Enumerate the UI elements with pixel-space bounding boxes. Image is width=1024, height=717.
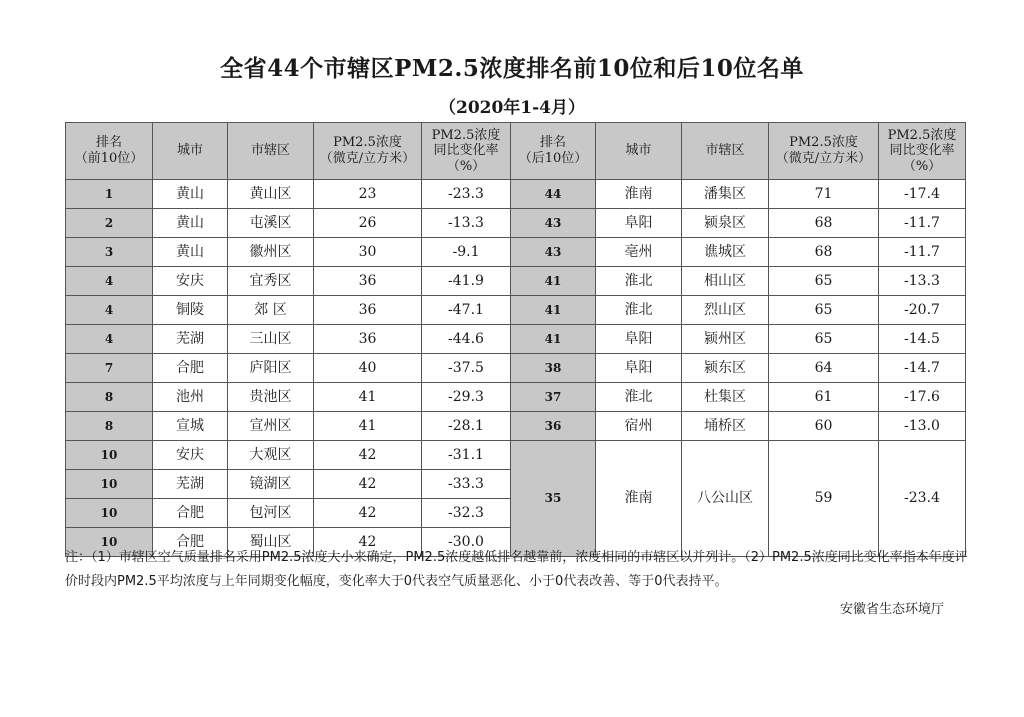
bottom10-district-cell: 烈山区: [682, 296, 769, 325]
top10-pm25-cell: 42: [314, 528, 422, 557]
bottom10-district-cell: 八公山区: [682, 441, 769, 557]
header-pm25: PM2.5浓度 （微克/立方米）: [314, 123, 422, 180]
bottom10-pm25-cell: 65: [769, 296, 879, 325]
bottom10-rank-cell: 36: [511, 412, 596, 441]
top10-rank-cell: 10: [66, 528, 153, 557]
bottom10-rank-cell: 43: [511, 209, 596, 238]
bottom10-pm25-cell: 61: [769, 383, 879, 412]
bottom10-district-cell: 谯城区: [682, 238, 769, 267]
table-row: [66, 296, 966, 325]
bottom10-city-cell: 淮北: [596, 267, 682, 296]
top10-change-cell: -32.3: [422, 499, 511, 528]
header-change-2: PM2.5浓度 同比变化率 （%）: [879, 123, 966, 180]
bottom10-city-cell: 淮北: [596, 296, 682, 325]
table-row: [66, 267, 966, 296]
top10-rank-cell: 7: [66, 354, 153, 383]
bottom10-change-cell: -14.5: [879, 325, 966, 354]
top10-city-cell: 黄山: [153, 209, 228, 238]
bottom10-district-cell: 相山区: [682, 267, 769, 296]
header-top-rank: 排名 （前10位）: [66, 123, 153, 180]
bottom10-rank-cell: 38: [511, 354, 596, 383]
table-body: [66, 180, 966, 557]
header-city: 城市: [153, 123, 228, 180]
header-district-2: 市辖区: [682, 123, 769, 180]
top10-pm25-cell: 26: [314, 209, 422, 238]
page-title: 全省44个市辖区PM2.5浓度排名前10位和后10位名单: [220, 55, 804, 82]
top10-change-cell: -33.3: [422, 470, 511, 499]
top10-pm25-cell: 30: [314, 238, 422, 267]
bottom10-change-cell: -23.4: [879, 441, 966, 557]
bottom10-change-cell: -13.3: [879, 267, 966, 296]
top10-city-cell: 黄山: [153, 180, 228, 209]
top10-change-cell: -28.1: [422, 412, 511, 441]
header-city-2: 城市: [596, 123, 682, 180]
top10-district-cell: 庐阳区: [228, 354, 314, 383]
table-row: [66, 412, 966, 441]
header-row: [66, 123, 966, 180]
bottom10-district-cell: 潘集区: [682, 180, 769, 209]
table-row: [66, 325, 966, 354]
bottom10-rank-cell: 41: [511, 325, 596, 354]
top10-rank-cell: 8: [66, 412, 153, 441]
top10-city-cell: 铜陵: [153, 296, 228, 325]
bottom10-change-cell: -13.0: [879, 412, 966, 441]
table-row: [66, 238, 966, 267]
top10-change-cell: -9.1: [422, 238, 511, 267]
table-row: [66, 180, 966, 209]
top10-change-cell: -44.6: [422, 325, 511, 354]
bottom10-change-cell: -11.7: [879, 209, 966, 238]
top10-pm25-cell: 36: [314, 325, 422, 354]
top10-change-cell: -47.1: [422, 296, 511, 325]
header-change: PM2.5浓度 同比变化率 （%）: [422, 123, 511, 180]
top10-city-cell: 黄山: [153, 238, 228, 267]
issuing-organization: 安徽省生态环境厅: [839, 602, 944, 617]
bottom10-city-cell: 亳州: [596, 238, 682, 267]
bottom10-change-cell: -17.6: [879, 383, 966, 412]
top10-pm25-cell: 41: [314, 412, 422, 441]
table-row: [66, 441, 966, 470]
top10-change-cell: -31.1: [422, 441, 511, 470]
top10-district-cell: 大观区: [228, 441, 314, 470]
bottom10-city-cell: 宿州: [596, 412, 682, 441]
top10-city-cell: 安庆: [153, 267, 228, 296]
top10-district-cell: 郊 区: [228, 296, 314, 325]
bottom10-change-cell: -14.7: [879, 354, 966, 383]
bottom10-pm25-cell: 64: [769, 354, 879, 383]
top10-pm25-cell: 36: [314, 296, 422, 325]
top10-rank-cell: 4: [66, 325, 153, 354]
bottom10-pm25-cell: 68: [769, 238, 879, 267]
ranking-table: [65, 122, 966, 557]
bottom10-city-cell: 阜阳: [596, 325, 682, 354]
top10-rank-cell: 3: [66, 238, 153, 267]
top10-rank-cell: 10: [66, 441, 153, 470]
top10-rank-cell: 10: [66, 499, 153, 528]
top10-pm25-cell: 36: [314, 267, 422, 296]
bottom10-pm25-cell: 71: [769, 180, 879, 209]
bottom10-change-cell: -17.4: [879, 180, 966, 209]
bottom10-city-cell: 阜阳: [596, 209, 682, 238]
bottom10-district-cell: 颍泉区: [682, 209, 769, 238]
top10-rank-cell: 10: [66, 470, 153, 499]
bottom10-rank-cell: 41: [511, 267, 596, 296]
top10-change-cell: -29.3: [422, 383, 511, 412]
top10-district-cell: 黄山区: [228, 180, 314, 209]
bottom10-pm25-cell: 60: [769, 412, 879, 441]
footnote: 注：（1）市辖区空气质量排名采用PM2.5浓度大小来确定，PM2.5浓度越低排名越靠前，浓度相同的市辖区以并列计。（2）PM2.5浓度同比变化率指本年度评价时段内PM2.5平均浓度与上年同期变化幅度，变化率大于0代表空气质量恶化、小于0代表改善、等于0代表持平。: [65, 550, 968, 589]
bottom10-pm25-cell: 59: [769, 441, 879, 557]
top10-pm25-cell: 42: [314, 499, 422, 528]
top10-city-cell: 合肥: [153, 528, 228, 557]
top10-change-cell: -23.3: [422, 180, 511, 209]
bottom10-rank-cell: 41: [511, 296, 596, 325]
top10-pm25-cell: 42: [314, 441, 422, 470]
top10-district-cell: 宣州区: [228, 412, 314, 441]
top10-change-cell: -41.9: [422, 267, 511, 296]
table-row: [66, 209, 966, 238]
bottom10-rank-cell: 37: [511, 383, 596, 412]
top10-city-cell: 芜湖: [153, 325, 228, 354]
top10-district-cell: 三山区: [228, 325, 314, 354]
top10-district-cell: 贵池区: [228, 383, 314, 412]
bottom10-district-cell: 颍州区: [682, 325, 769, 354]
bottom10-rank-cell: 43: [511, 238, 596, 267]
table-row: [66, 354, 966, 383]
top10-city-cell: 合肥: [153, 354, 228, 383]
bottom10-rank-cell: 44: [511, 180, 596, 209]
bottom10-pm25-cell: 68: [769, 209, 879, 238]
top10-district-cell: 镜湖区: [228, 470, 314, 499]
bottom10-district-cell: 颍东区: [682, 354, 769, 383]
bottom10-change-cell: -11.7: [879, 238, 966, 267]
header-bottom-rank: 排名 （后10位）: [511, 123, 596, 180]
page-subtitle: （2020年1-4月）: [438, 98, 586, 118]
top10-rank-cell: 8: [66, 383, 153, 412]
top10-rank-cell: 4: [66, 296, 153, 325]
top10-district-cell: 宜秀区: [228, 267, 314, 296]
top10-rank-cell: 4: [66, 267, 153, 296]
top10-pm25-cell: 40: [314, 354, 422, 383]
top10-change-cell: -13.3: [422, 209, 511, 238]
top10-change-cell: -37.5: [422, 354, 511, 383]
bottom10-pm25-cell: 65: [769, 325, 879, 354]
top10-pm25-cell: 23: [314, 180, 422, 209]
table-row: [66, 383, 966, 412]
bottom10-city-cell: 淮南: [596, 441, 682, 557]
top10-change-cell: -30.0: [422, 528, 511, 557]
bottom10-rank-cell: 35: [511, 441, 596, 557]
header-pm25-2: PM2.5浓度 （微克/立方米）: [769, 123, 879, 180]
bottom10-district-cell: 杜集区: [682, 383, 769, 412]
top10-city-cell: 宣城: [153, 412, 228, 441]
bottom10-change-cell: -20.7: [879, 296, 966, 325]
bottom10-city-cell: 淮北: [596, 383, 682, 412]
top10-district-cell: 包河区: [228, 499, 314, 528]
bottom10-district-cell: 埇桥区: [682, 412, 769, 441]
top10-pm25-cell: 41: [314, 383, 422, 412]
top10-district-cell: 徽州区: [228, 238, 314, 267]
top10-district-cell: 蜀山区: [228, 528, 314, 557]
bottom10-pm25-cell: 65: [769, 267, 879, 296]
top10-district-cell: 屯溪区: [228, 209, 314, 238]
top10-city-cell: 芜湖: [153, 470, 228, 499]
top10-rank-cell: 1: [66, 180, 153, 209]
bottom10-city-cell: 淮南: [596, 180, 682, 209]
top10-rank-cell: 2: [66, 209, 153, 238]
top10-pm25-cell: 42: [314, 470, 422, 499]
top10-city-cell: 安庆: [153, 441, 228, 470]
header-district: 市辖区: [228, 123, 314, 180]
top10-city-cell: 合肥: [153, 499, 228, 528]
top10-city-cell: 池州: [153, 383, 228, 412]
bottom10-city-cell: 阜阳: [596, 354, 682, 383]
